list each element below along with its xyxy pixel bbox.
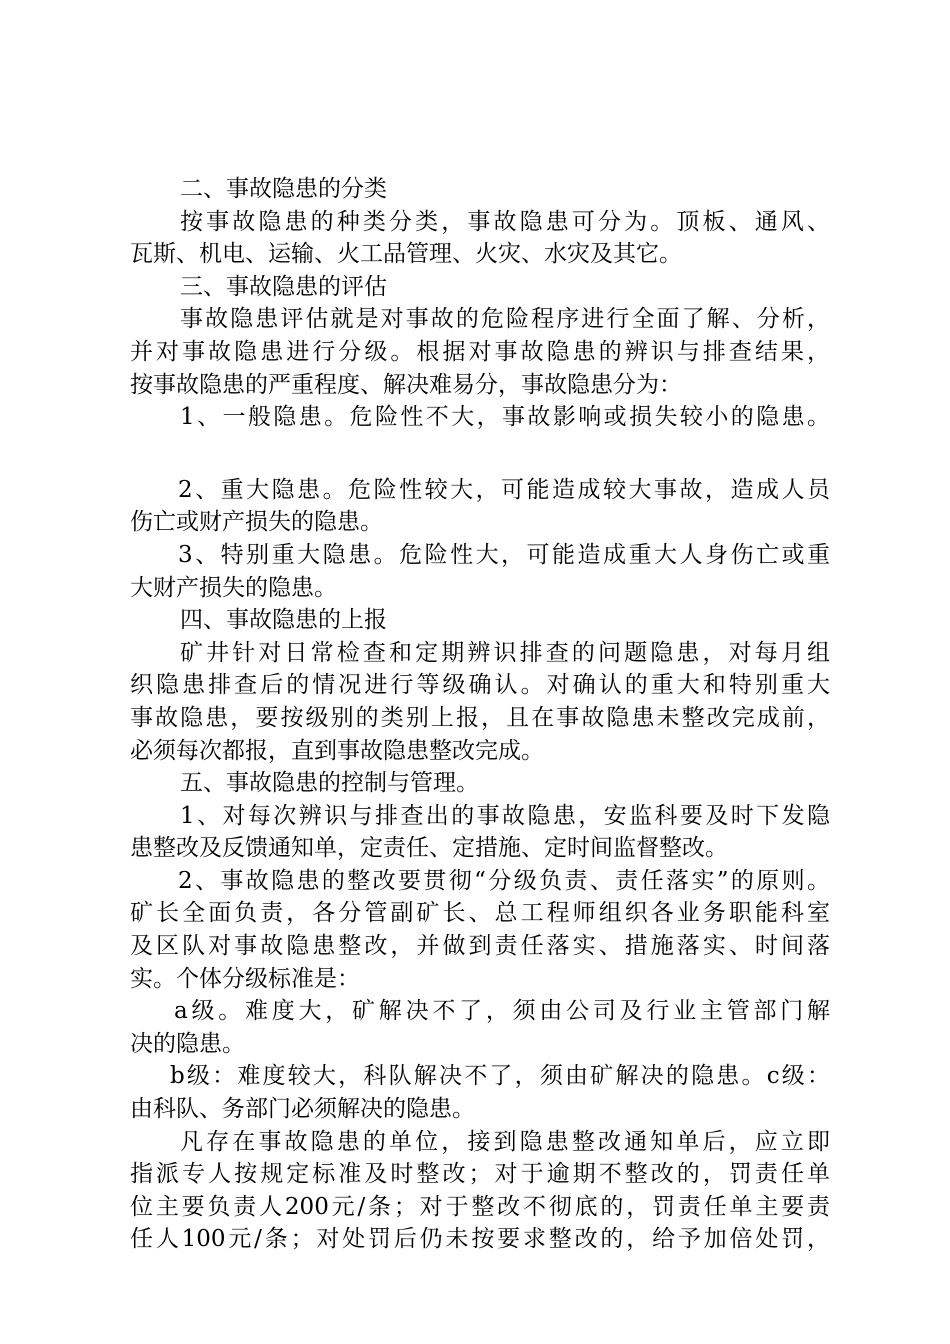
section-heading-reporting: 四、事故隐患的上报 (180, 607, 387, 634)
paragraph-line: 凡存在事故隐患的单位，接到隐患整改通知单后，应立即 (180, 1128, 830, 1155)
list-item-control-2: 2、事故隐患的整改要贯彻“分级负责、责任落实”的原则。 (178, 867, 830, 894)
list-item-especially-major-hazard: 3、特别重大隐患。危险性大，可能造成重大人身伤亡或重 (178, 541, 830, 568)
paragraph-line: 矿井针对日常检查和定期辨识排查的问题隐患，对每月组 (180, 639, 830, 666)
paragraph-line: 必须每次都报，直到事故隐患整改完成。 (130, 737, 544, 764)
paragraph-line: 指派专人按规定标准及时整改；对于逾期不整改的，罚责任单 (130, 1161, 830, 1188)
paragraph-line: 事故隐患，要按级别的类别上报，且在事故隐患未整改完成前， (130, 704, 830, 731)
blank-space (130, 434, 830, 474)
paragraph-line: 织隐患排查后的情况进行等级确认。对确认的重大和特别重大 (130, 672, 830, 699)
paragraph-line: 大财产损失的隐患。 (130, 574, 337, 601)
paragraph-line: 事故隐患评估就是对事故的危险程序进行全面了解、分析， (180, 306, 830, 333)
paragraph-line: 按事故隐患的严重程度、解决难易分，事故隐患分为： (130, 371, 682, 398)
paragraph-line: 按事故隐患的种类分类，事故隐患可分为。顶板、通风、 (180, 208, 830, 235)
paragraph-line: 及区队对事故隐患整改，并做到责任落实、措施落实、时间落 (130, 933, 830, 960)
list-item-general-hazard: 1、一般隐患。危险性不大，事故影响或损失较小的隐患。 (180, 404, 830, 431)
paragraph-line: 由科队、务部门必须解决的隐患。 (130, 1096, 475, 1123)
paragraph-line: 位主要负责人200元/条；对于整改不彻底的，罚责任单主要责 (130, 1193, 830, 1220)
paragraph-line: 实。个体分级标准是： (130, 965, 360, 992)
paragraph-line: 患整改及反馈通知单，定责任、定措施、定时间监督整改。 (130, 835, 728, 862)
list-item-control-1: 1、对每次辨识与排查出的事故隐患，安监科要及时下发隐 (180, 802, 830, 829)
grade-b-c-line: b级：难度较大，科队解决不了，须由矿解决的隐患。c级： (170, 1063, 830, 1090)
paragraph-line: 决的隐患。 (130, 1030, 245, 1057)
paragraph-line: 瓦斯、机电、运输、火工品管理、火灾、水灾及其它。 (130, 241, 682, 268)
section-heading-control: 五、事故隐患的控制与管理。 (180, 770, 479, 797)
section-heading-assessment: 三、事故隐患的评估 (180, 273, 387, 300)
paragraph-line: 并对事故隐患进行分级。根据对事故隐患的辨识与排查结果， (130, 338, 830, 365)
document-body (130, 173, 830, 1256)
grade-a-line: a级。难度大，矿解决不了，须由公司及行业主管部门解 (174, 998, 830, 1025)
section-heading-classification: 二、事故隐患的分类 (180, 176, 387, 202)
list-item-major-hazard: 2、重大隐患。危险性较大，可能造成较大事故，造成人员 (178, 476, 830, 503)
paragraph-line: 伤亡或财产损失的隐患。 (130, 509, 383, 536)
paragraph-line: 任人100元/条；对处罚后仍未按要求整改的，给予加倍处罚， (130, 1226, 830, 1253)
paragraph-line: 矿长全面负责，各分管副矿长、总工程师组织各业务职能科室 (130, 900, 830, 927)
